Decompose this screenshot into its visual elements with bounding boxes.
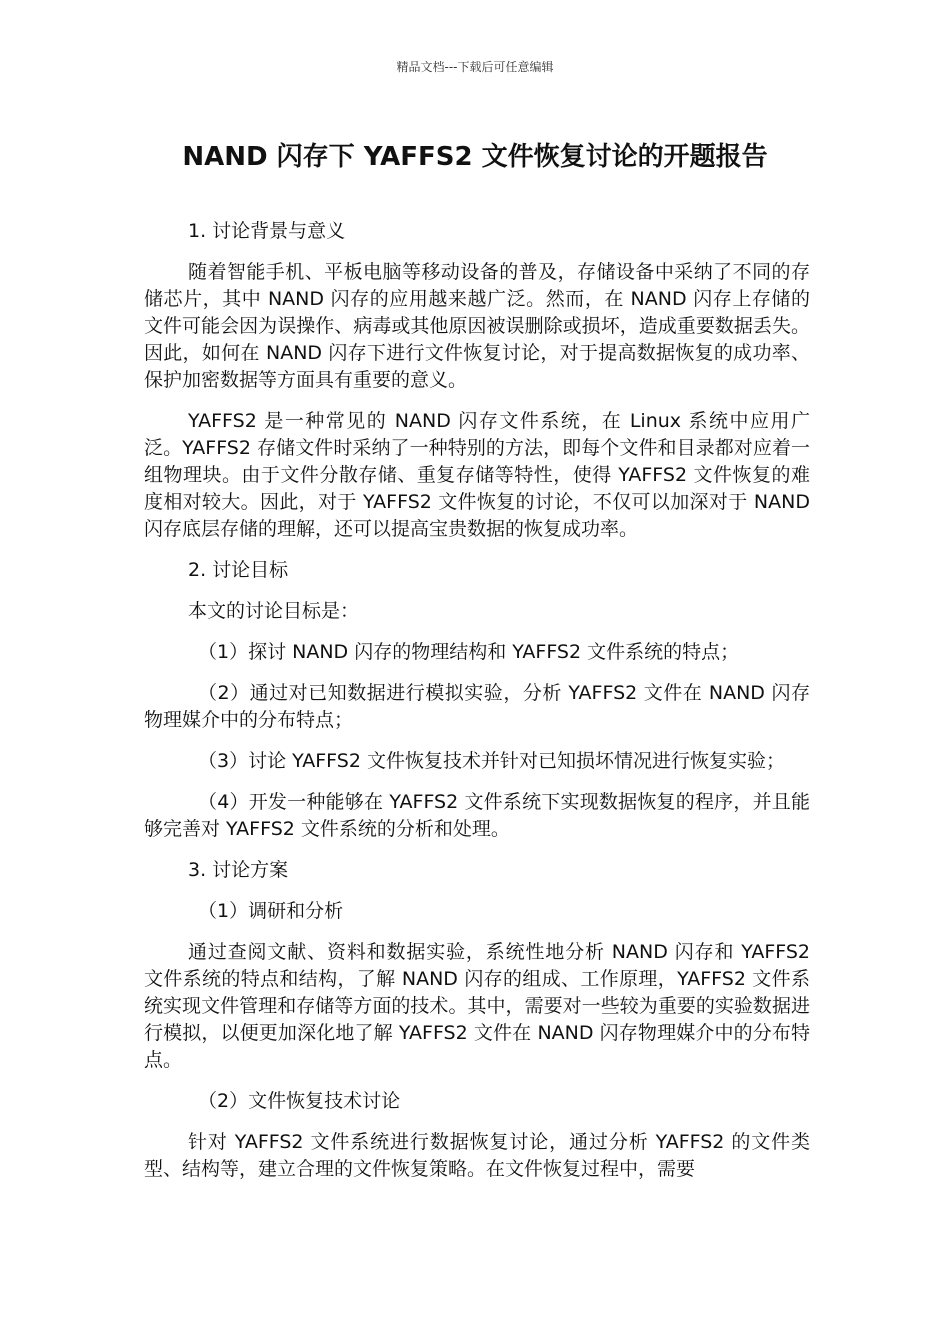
page-header: 精品文档---下载后可任意编辑	[396, 60, 554, 74]
body-paragraph: 随着智能手机、平板电脑等移动设备的普及，存储设备中采纳了不同的存储芯片，其中 NAND 闪存的应用越来越广泛。然而，在 NAND 闪存上存储的文件可能会因为误操作、病毒或其他原因被误删除或损坏，造成重要数据丢失。因此，如何在 NAND 闪存下进行文件恢复讨论，对于提高数据恢复的成功率、保护加密数据等方面具有重要的意义。	[144, 261, 810, 391]
subsection-heading: （1）调研和分析	[198, 900, 344, 922]
body-paragraph: 针对 YAFFS2 文件系统进行数据恢复讨论，通过分析 YAFFS2 的文件类型、结构等，建立合理的文件恢复策略。在文件恢复过程中，需要	[144, 1131, 810, 1180]
section-heading: 1. 讨论背景与意义	[188, 220, 346, 242]
list-item: （4）开发一种能够在 YAFFS2 文件系统下实现数据恢复的程序，并且能够完善对 YAFFS2 文件系统的分析和处理。	[144, 791, 810, 840]
section-heading: 3. 讨论方案	[188, 859, 289, 881]
body-paragraph: YAFFS2 是一种常见的 NAND 闪存文件系统，在 Linux 系统中应用广泛。YAFFS2 存储文件时采纳了一种特别的方法，即每个文件和目录都对应着一组物理块。由于文件分散存储、重复存储等特性，使得 YAFFS2 文件恢复的难度相对较大。因此，对于 YAFFS2 文件恢复的讨论，不仅可以加深对于 NAND 闪存底层存储的理解，还可以提高宝贵数据的恢复成功率。	[144, 410, 810, 540]
document-title: NAND 闪存下 YAFFS2 文件恢复讨论的开题报告	[182, 142, 768, 172]
body-paragraph: 通过查阅文献、资料和数据实验，系统性地分析 NAND 闪存和 YAFFS2 文件系统的特点和结构，了解 NAND 闪存的组成、工作原理，YAFFS2 文件系统实现文件管理和存储等方面的技术。其中，需要对一些较为重要的实验数据进行模拟，以便更加深化地了解 YAFFS2 文件在 NAND 闪存物理媒介中的分布特点。	[144, 941, 810, 1071]
list-item: （3）讨论 YAFFS2 文件恢复技术并针对已知损坏情况进行恢复实验；	[198, 750, 785, 772]
document-body	[144, 218, 810, 1197]
section-heading: 2. 讨论目标	[188, 559, 289, 581]
list-item: （1）探讨 NAND 闪存的物理结构和 YAFFS2 文件系统的特点；	[198, 641, 740, 663]
body-paragraph: 本文的讨论目标是：	[188, 600, 360, 622]
subsection-heading: （2）文件恢复技术讨论	[198, 1090, 401, 1112]
list-item: （2）通过对已知数据进行模拟实验，分析 YAFFS2 文件在 NAND 闪存物理媒介中的分布特点；	[144, 682, 810, 731]
